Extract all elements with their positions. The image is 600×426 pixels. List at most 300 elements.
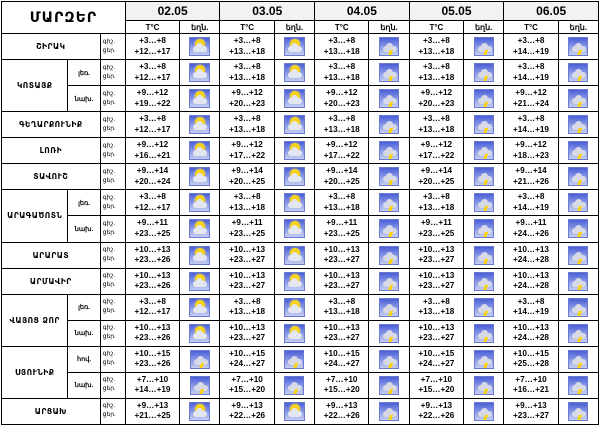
thunderstorm-icon [568, 63, 588, 82]
temperature-cell [125, 112, 179, 138]
forecast-table [1, 1, 599, 425]
temperature-cell [125, 34, 179, 60]
temperature-cell [125, 216, 179, 242]
thunderstorm-icon [379, 376, 399, 395]
time-of-day-labels [100, 190, 125, 216]
weather-cell [369, 320, 409, 346]
day-label: ցեր. [102, 282, 116, 289]
sun-cloud-icon [189, 246, 210, 265]
weather-cell [274, 164, 314, 190]
weather-cell [558, 372, 598, 398]
day-temperature: +23…+27 [229, 281, 266, 291]
day-temperature: +13…+18 [418, 46, 455, 56]
region-name: ՍՅՈՒՆԻՔ [2, 346, 68, 398]
night-temperature: +9…+14 [136, 166, 169, 176]
weather-cell [558, 138, 598, 164]
night-temperature: +9…+12 [136, 140, 169, 150]
weather-cell [274, 216, 314, 242]
day-temperature: +14…+19 [513, 307, 549, 317]
regions-header: ՄԱՐԶԵՐ [2, 2, 126, 34]
temperature-cell [220, 398, 274, 424]
temperature-cell [220, 164, 274, 190]
weather-cell [464, 164, 504, 190]
region-name: ԳԵՂԱՐՔՈՒՆԻՔ [2, 112, 101, 138]
region-name: ԱՐԱՐԱՏ [2, 242, 101, 268]
region-name: ԱՐՑԱԽ [2, 398, 101, 424]
weather-cell [464, 320, 504, 346]
weather-label: եղն. [464, 21, 504, 34]
temperature-cell [220, 294, 274, 320]
temperature-cell [315, 216, 369, 242]
night-temperature: +10…+15 [134, 348, 171, 358]
day-temperature: +18…+23 [513, 150, 549, 160]
day-label: ցեր. [102, 229, 116, 236]
sun-cloud-icon [284, 219, 305, 238]
day-temperature: +24…+28 [513, 333, 549, 343]
sun-cloud-icon [284, 63, 305, 82]
night-label: գիշ. [102, 377, 116, 384]
night-temperature: +3…+8 [517, 296, 545, 306]
temperature-cell [504, 372, 558, 398]
day-label: ցեր. [102, 151, 116, 158]
night-temperature: +3…+8 [422, 114, 450, 124]
temp-label: T°C [409, 21, 463, 34]
night-temperature: +9…+12 [420, 88, 453, 98]
day-temperature: +13…+18 [323, 124, 360, 134]
temperature-cell [315, 34, 369, 60]
sun-cloud-icon [284, 272, 305, 291]
weather-cell [464, 346, 504, 372]
table-row [2, 320, 599, 346]
thunderstorm-icon [568, 219, 588, 238]
weather-cell [464, 190, 504, 216]
night-label: գիշ. [102, 116, 116, 123]
night-label: գիշ. [102, 247, 116, 254]
time-of-day-labels [100, 398, 125, 424]
day-temperature: +15…+20 [323, 385, 360, 395]
thunderstorm-icon [379, 89, 399, 108]
night-temperature: +10…+13 [513, 322, 549, 332]
day-temperature: +13…+18 [323, 72, 360, 82]
date-header-4: 05.05 [409, 2, 504, 21]
night-temperature: +9…+12 [326, 140, 358, 150]
temperature-cell [504, 164, 558, 190]
weather-label: եղն. [180, 21, 220, 34]
weather-cell [369, 398, 409, 424]
night-temperature: +9…+11 [137, 218, 168, 228]
temperature-cell [125, 372, 179, 398]
sun-cloud-icon [189, 37, 210, 56]
temperature-cell [220, 346, 274, 372]
temperature-cell [315, 60, 369, 86]
weather-cell [274, 86, 314, 112]
weather-cell [369, 60, 409, 86]
weather-cell [558, 112, 598, 138]
temperature-cell [220, 138, 274, 164]
weather-cell [369, 138, 409, 164]
weather-cell [180, 190, 220, 216]
night-label: գիշ. [102, 194, 116, 201]
day-temperature: +13…+18 [418, 307, 455, 317]
weather-cell [558, 346, 598, 372]
weather-cell [464, 86, 504, 112]
sun-cloud-icon [284, 324, 305, 343]
weather-cell [558, 34, 598, 60]
temperature-cell [125, 320, 179, 346]
temperature-cell [409, 372, 463, 398]
table-row [2, 86, 599, 112]
day-temperature: +13…+18 [418, 124, 455, 134]
thunderstorm-icon [379, 167, 399, 186]
night-temperature: +3…+8 [139, 192, 166, 202]
night-temperature: +3…+8 [139, 36, 166, 46]
table-row [2, 294, 599, 320]
day-temperature: +23…+25 [134, 228, 171, 238]
subregion-label: լեռ. [68, 190, 100, 216]
day-label: ցեր. [102, 256, 116, 263]
weather-cell [180, 112, 220, 138]
temperature-cell [125, 60, 179, 86]
thunderstorm-icon [568, 89, 588, 108]
temperature-cell [409, 34, 463, 60]
time-of-day-labels [100, 60, 125, 86]
temperature-cell [504, 34, 558, 60]
night-temperature: +10…+13 [229, 322, 266, 332]
night-temperature: +10…+15 [323, 348, 360, 358]
weather-label: եղն. [274, 21, 314, 34]
region-name: ԱՐՄԱՎԻՐ [2, 268, 101, 294]
day-temperature: +20…+23 [418, 98, 455, 108]
temperature-cell [409, 346, 463, 372]
weather-cell [369, 216, 409, 242]
night-temperature: +9…+11 [420, 218, 452, 228]
day-temperature: +12…+17 [134, 124, 171, 134]
night-temperature: +9…+11 [326, 218, 358, 228]
night-temperature: +3…+8 [233, 114, 261, 124]
night-temperature: +3…+8 [233, 62, 261, 72]
sun-cloud-icon [284, 167, 305, 186]
day-temperature: +23…+26 [134, 359, 171, 369]
thunderstorm-icon [190, 376, 210, 395]
subregion-label: նախ. [68, 86, 100, 112]
date-header-2: 03.05 [220, 2, 315, 21]
weather-cell [274, 398, 314, 424]
temperature-cell [504, 320, 558, 346]
weather-cell [180, 372, 220, 398]
table-row [2, 372, 599, 398]
temperature-cell [220, 242, 274, 268]
day-label: ցեր. [102, 308, 116, 315]
sun-cloud-icon [189, 115, 210, 134]
temperature-cell [315, 320, 369, 346]
night-temperature: +10…+15 [418, 348, 455, 358]
day-temperature: +24…+26 [513, 228, 549, 238]
weather-cell [464, 216, 504, 242]
night-temperature: +3…+8 [328, 36, 356, 46]
night-temperature: +10…+13 [134, 322, 171, 332]
temperature-cell [504, 138, 558, 164]
night-temperature: +9…+11 [515, 218, 547, 228]
thunderstorm-icon [379, 298, 399, 317]
weather-cell [558, 86, 598, 112]
night-temperature: +3…+8 [422, 62, 450, 72]
temperature-cell [409, 268, 463, 294]
night-temperature: +10…+13 [229, 244, 266, 254]
night-temperature: +10…+13 [134, 270, 171, 280]
weather-label: եղն. [369, 21, 409, 34]
day-temperature: +22…+26 [323, 411, 360, 421]
sun-cloud-icon [189, 402, 210, 421]
day-temperature: +23…+27 [323, 281, 360, 291]
night-label: գիշ. [102, 64, 116, 71]
day-temperature: +23…+27 [418, 255, 455, 265]
night-temperature: +10…+13 [418, 244, 455, 254]
sun-cloud-icon [189, 272, 210, 291]
sun-cloud-icon [189, 298, 210, 317]
night-temperature: +10…+15 [229, 348, 266, 358]
weather-cell [369, 34, 409, 60]
night-temperature: +3…+8 [233, 296, 261, 306]
night-temperature: +3…+8 [328, 192, 356, 202]
weather-cell [464, 60, 504, 86]
day-temperature: +17…+22 [229, 150, 266, 160]
table-row [2, 216, 599, 242]
temp-label: T°C [315, 21, 369, 34]
thunderstorm-icon [568, 141, 588, 160]
day-temperature: +13…+18 [418, 72, 455, 82]
night-label: գիշ. [102, 351, 116, 358]
table-row [2, 242, 599, 268]
subregion-label: հով. [68, 346, 100, 372]
sun-cloud-icon [284, 402, 305, 421]
day-temperature: +12…+17 [134, 72, 171, 82]
weather-cell [369, 372, 409, 398]
thunderstorm-icon [568, 402, 588, 421]
night-temperature: +3…+8 [422, 36, 450, 46]
weather-cell [180, 294, 220, 320]
thunderstorm-icon [474, 115, 494, 134]
thunderstorm-icon [474, 37, 494, 56]
thunderstorm-icon [474, 298, 494, 317]
temperature-cell [125, 398, 179, 424]
weather-cell [180, 268, 220, 294]
day-label: ցեր. [102, 99, 116, 106]
day-label: ցեր. [102, 334, 116, 341]
temperature-cell [504, 112, 558, 138]
night-temperature: +10…+13 [134, 244, 171, 254]
night-label: գիշ. [102, 220, 116, 227]
thunderstorm-icon [379, 219, 399, 238]
night-temperature: +3…+8 [328, 114, 356, 124]
day-temperature: +21…+25 [134, 411, 171, 421]
temperature-cell [409, 164, 463, 190]
day-temperature: +17…+22 [323, 150, 360, 160]
temperature-cell [315, 372, 369, 398]
night-label: գիշ. [102, 168, 116, 175]
night-temperature: +3…+8 [139, 296, 166, 306]
region-name: ՇԻՐԱԿ [2, 34, 101, 60]
night-temperature: +7…+10 [136, 374, 169, 384]
thunderstorm-icon [568, 350, 588, 369]
day-temperature: +23…+26 [134, 333, 171, 343]
table-row [2, 60, 599, 86]
night-temperature: +10…+13 [513, 270, 549, 280]
night-temperature: +10…+13 [323, 244, 360, 254]
sun-cloud-icon [284, 141, 305, 160]
time-of-day-labels [100, 164, 125, 190]
temperature-cell [315, 398, 369, 424]
day-label: ցեր. [102, 412, 116, 419]
thunderstorm-icon [474, 324, 494, 343]
sun-cloud-icon [189, 167, 210, 186]
day-temperature: +16…+21 [134, 150, 171, 160]
weather-cell [558, 60, 598, 86]
night-temperature: +10…+13 [418, 322, 455, 332]
sun-cloud-icon [284, 89, 305, 108]
day-temperature: +13…+18 [229, 124, 266, 134]
thunderstorm-icon [190, 350, 210, 369]
sun-cloud-icon [284, 115, 305, 134]
table-row [2, 190, 599, 216]
day-label: ցեր. [102, 386, 116, 393]
night-temperature: +9…+13 [420, 400, 453, 410]
day-temperature: +23…+27 [229, 255, 266, 265]
night-label: գիշ. [102, 273, 116, 280]
temperature-cell [409, 138, 463, 164]
night-temperature: +10…+13 [229, 270, 266, 280]
temperature-cell [409, 216, 463, 242]
temperature-cell [504, 268, 558, 294]
temperature-cell [315, 164, 369, 190]
night-temperature: +9…+13 [231, 400, 263, 410]
day-label: ցեր. [102, 125, 116, 132]
table-row [2, 138, 599, 164]
night-label: գիշ. [102, 90, 116, 97]
day-temperature: +13…+18 [229, 307, 266, 317]
subregion-label: լեռ. [68, 60, 100, 86]
day-temperature: +20…+23 [229, 98, 266, 108]
sun-cloud-icon [284, 37, 305, 56]
time-of-day-labels [100, 320, 125, 346]
day-temperature: +20…+23 [323, 98, 360, 108]
thunderstorm-icon [379, 115, 399, 134]
night-temperature: +7…+10 [420, 374, 453, 384]
day-temperature: +12…+17 [134, 202, 171, 212]
day-temperature: +25…+28 [513, 359, 549, 369]
sun-cloud-icon [189, 219, 210, 238]
sun-cloud-icon [284, 193, 305, 212]
day-temperature: +16…+21 [513, 385, 549, 395]
thunderstorm-icon [379, 324, 399, 343]
day-temperature: +17…+22 [418, 150, 455, 160]
weather-cell [558, 320, 598, 346]
weather-cell [369, 294, 409, 320]
weather-cell [369, 86, 409, 112]
sun-cloud-icon [189, 324, 210, 343]
night-temperature: +3…+8 [233, 36, 261, 46]
day-label: ցեր. [102, 47, 116, 54]
subregion-label: նախ. [68, 320, 100, 346]
table-row [2, 268, 599, 294]
day-temperature: +13…+18 [323, 46, 360, 56]
night-temperature: +10…+15 [513, 348, 549, 358]
date-header-1: 02.05 [125, 2, 220, 21]
temperature-cell [220, 86, 274, 112]
day-temperature: +23…+27 [513, 411, 549, 421]
temperature-cell [315, 86, 369, 112]
subregion-label: նախ. [68, 216, 100, 242]
temperature-cell [220, 216, 274, 242]
sun-cloud-icon [189, 89, 210, 108]
weather-cell [464, 112, 504, 138]
weather-cell [274, 294, 314, 320]
day-temperature: +24…+27 [418, 359, 455, 369]
weather-cell [180, 320, 220, 346]
weather-cell [369, 346, 409, 372]
region-name: ԱՐԱԳԱԾՈՏՆ [2, 190, 68, 242]
weather-cell [369, 268, 409, 294]
night-label: գիշ. [102, 299, 116, 306]
day-temperature: +24…+28 [513, 255, 549, 265]
day-temperature: +14…+19 [513, 124, 549, 134]
weather-cell [274, 138, 314, 164]
day-temperature: +20…+25 [418, 176, 455, 186]
temperature-cell [220, 190, 274, 216]
night-temperature: +9…+12 [231, 88, 263, 98]
temperature-cell [125, 346, 179, 372]
day-temperature: +24…+27 [323, 359, 360, 369]
time-of-day-labels [100, 216, 125, 242]
day-temperature: +14…+19 [513, 202, 549, 212]
day-temperature: +13…+18 [418, 202, 455, 212]
thunderstorm-icon [568, 246, 588, 265]
day-temperature: +13…+18 [229, 72, 266, 82]
weather-cell [558, 294, 598, 320]
night-temperature: +9…+14 [420, 166, 453, 176]
thunderstorm-icon [379, 141, 399, 160]
weather-cell [180, 346, 220, 372]
day-temperature: +22…+26 [418, 411, 455, 421]
day-temperature: +23…+25 [418, 228, 455, 238]
thunderstorm-icon [474, 272, 494, 291]
weather-cell [464, 138, 504, 164]
day-label: ցեր. [102, 360, 116, 367]
temperature-cell [220, 112, 274, 138]
weather-cell [274, 34, 314, 60]
temperature-cell [409, 294, 463, 320]
temperature-cell [315, 112, 369, 138]
night-temperature: +3…+8 [517, 192, 545, 202]
sun-cloud-icon [189, 193, 210, 212]
time-of-day-labels [100, 346, 125, 372]
night-label: գիշ. [102, 38, 116, 45]
weather-cell [180, 242, 220, 268]
night-temperature: +9…+12 [231, 140, 263, 150]
weather-cell [369, 242, 409, 268]
day-label: ցեր. [102, 73, 116, 80]
weather-cell [369, 112, 409, 138]
sun-cloud-icon [284, 298, 305, 317]
temperature-cell [504, 294, 558, 320]
time-of-day-labels [100, 372, 125, 398]
weather-cell [464, 34, 504, 60]
weather-cell [180, 216, 220, 242]
day-temperature: +20…+24 [134, 176, 171, 186]
day-temperature: +19…+22 [134, 98, 171, 108]
night-temperature: +9…+14 [231, 166, 263, 176]
night-temperature: +9…+13 [136, 400, 169, 410]
thunderstorm-icon [568, 115, 588, 134]
